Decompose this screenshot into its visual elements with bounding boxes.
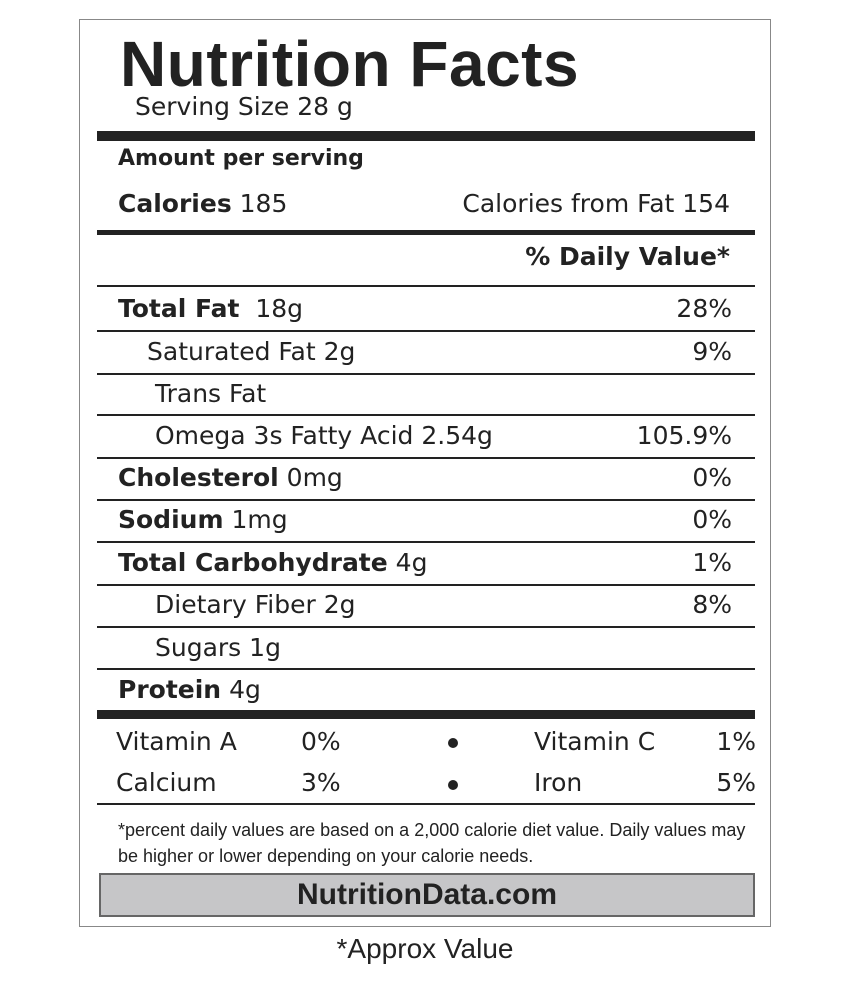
nutrient-row-trans-fat [97,373,755,415]
nutrient-name: Saturated Fat [147,337,316,366]
nutrient-amount: 18g [255,294,304,323]
thin-divider [97,285,755,287]
nutrient-dv: 28% [676,294,732,323]
nutrient-dv: 0% [692,463,732,492]
calcium-label: Calcium [116,768,217,797]
approx-note: *Approx Value [336,933,514,964]
nutrient-amount: 1g [249,633,281,662]
nutrient-row-sodium [97,499,755,541]
nutrient-name: Protein [118,675,222,704]
thick-divider [97,131,755,141]
medium-divider [97,230,755,235]
nutrient-row-omega-3 [97,415,755,457]
nutrition-label [79,19,771,927]
calories-from-fat: Calories from Fat 154 [462,189,730,218]
nutrient-row-total-fat [97,288,755,330]
iron-dv: 5% [716,768,756,797]
nutrient-name: Sugars [155,633,242,662]
nutrient-row-saturated-fat [97,331,755,373]
vitamin-a-dv: 0% [301,727,341,756]
vitamin-c-dv: 1% [716,727,756,756]
nutrient-amount: 4g [229,675,261,704]
nutrient-row-protein [97,669,755,711]
calcium-dv: 3% [301,768,341,797]
calories-label: Calories [118,189,232,218]
nutrient-dv: 8% [692,590,732,619]
footnote: *percent daily values are based on a 2,000 calorie diet value. Daily values may be higher or lower depending on your calorie needs. [118,820,746,866]
nutrient-name: Sodium [118,505,224,534]
calories-line [118,187,287,221]
nutrient-dv: 1% [692,548,732,577]
serving-size: Serving Size 28 g [135,92,353,121]
nutrient-amount: 2.54g [421,421,493,450]
nutrient-dv: 9% [692,337,732,366]
nutrient-amount: 4g [395,548,428,577]
nutrient-amount: 2g [323,590,356,619]
vitamin-a-label: Vitamin A [116,727,237,756]
iron-label: Iron [534,768,583,797]
bullet-icon [448,780,458,790]
label-title: Nutrition Facts [120,28,580,100]
nutrient-amount: 0mg [286,463,343,492]
nutrient-amount: 2g [323,337,356,366]
nutrient-dv: 105.9% [636,421,732,450]
nutrient-name: Omega 3s Fatty Acid [155,421,414,450]
row-divider [97,803,755,805]
nutrient-name: Trans Fat [155,379,267,408]
calories-value: 185 [239,189,288,218]
nutrient-row-dietary-fiber [97,584,755,626]
nutrient-row-cholesterol [97,457,755,499]
vitamin-c-label: Vitamin C [534,727,656,756]
nutrient-row-sugars [97,627,755,669]
daily-value-header: % Daily Value* [525,242,730,271]
amount-per-serving: Amount per serving [118,146,364,171]
source-banner: NutritionData.com [99,873,755,917]
nutrient-amount: 1mg [231,505,288,534]
bullet-icon [448,738,458,748]
nutrient-dv: 0% [692,505,732,534]
nutrient-name: Total Carbohydrate [118,548,388,577]
nutrient-row-total-carbohydrate [97,542,755,584]
nutrient-name: Total Fat [118,294,240,323]
nutrient-name: Dietary Fiber [155,590,316,619]
nutrient-name: Cholesterol [118,463,279,492]
thick-divider [97,710,755,719]
